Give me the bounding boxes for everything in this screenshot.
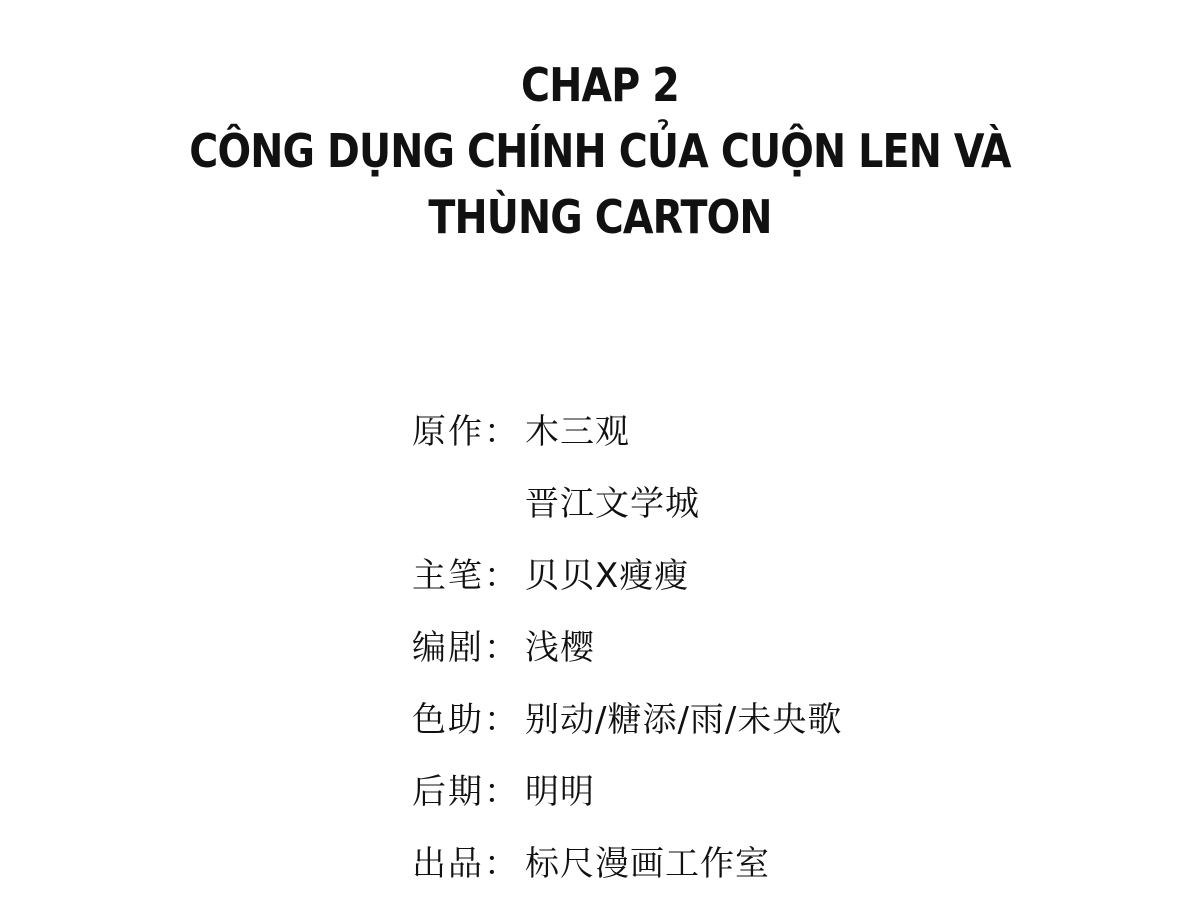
credit-label: 色助: [412, 700, 484, 740]
chapter-title-line-2: THÙNG CARTON: [428, 190, 772, 244]
chapter-title-block: [84, 52, 1116, 250]
credit-value: 浅樱: [525, 628, 595, 668]
credit-value: 别动/糖添/雨/未央歌: [525, 700, 843, 740]
chapter-title-line-1: CÔNG DỤNG CHÍNH CỦA CUỘN LEN VÀ: [189, 124, 1011, 178]
credit-value: 晋江文学城: [525, 484, 700, 524]
credit-separator: ：: [484, 844, 518, 884]
chapter-number: CHAP 2: [521, 58, 679, 112]
credit-label: 后期: [412, 772, 484, 812]
credit-value: 明明: [525, 772, 595, 812]
credit-separator: ：: [484, 556, 518, 596]
credit-value: 标尺漫画工作室: [525, 844, 770, 884]
credit-value: 木三观: [525, 412, 630, 452]
credit-separator: ：: [484, 628, 518, 668]
credit-label: 原作: [412, 412, 484, 452]
credit-label: 编剧: [412, 628, 484, 668]
credit-separator: ：: [484, 772, 518, 812]
credit-value: 贝贝X瘦瘦: [525, 556, 690, 596]
credit-label: 主笔: [412, 556, 484, 596]
credit-label: 出品: [412, 844, 484, 884]
credit-separator: ：: [484, 412, 518, 452]
credit-separator: ：: [484, 700, 518, 740]
